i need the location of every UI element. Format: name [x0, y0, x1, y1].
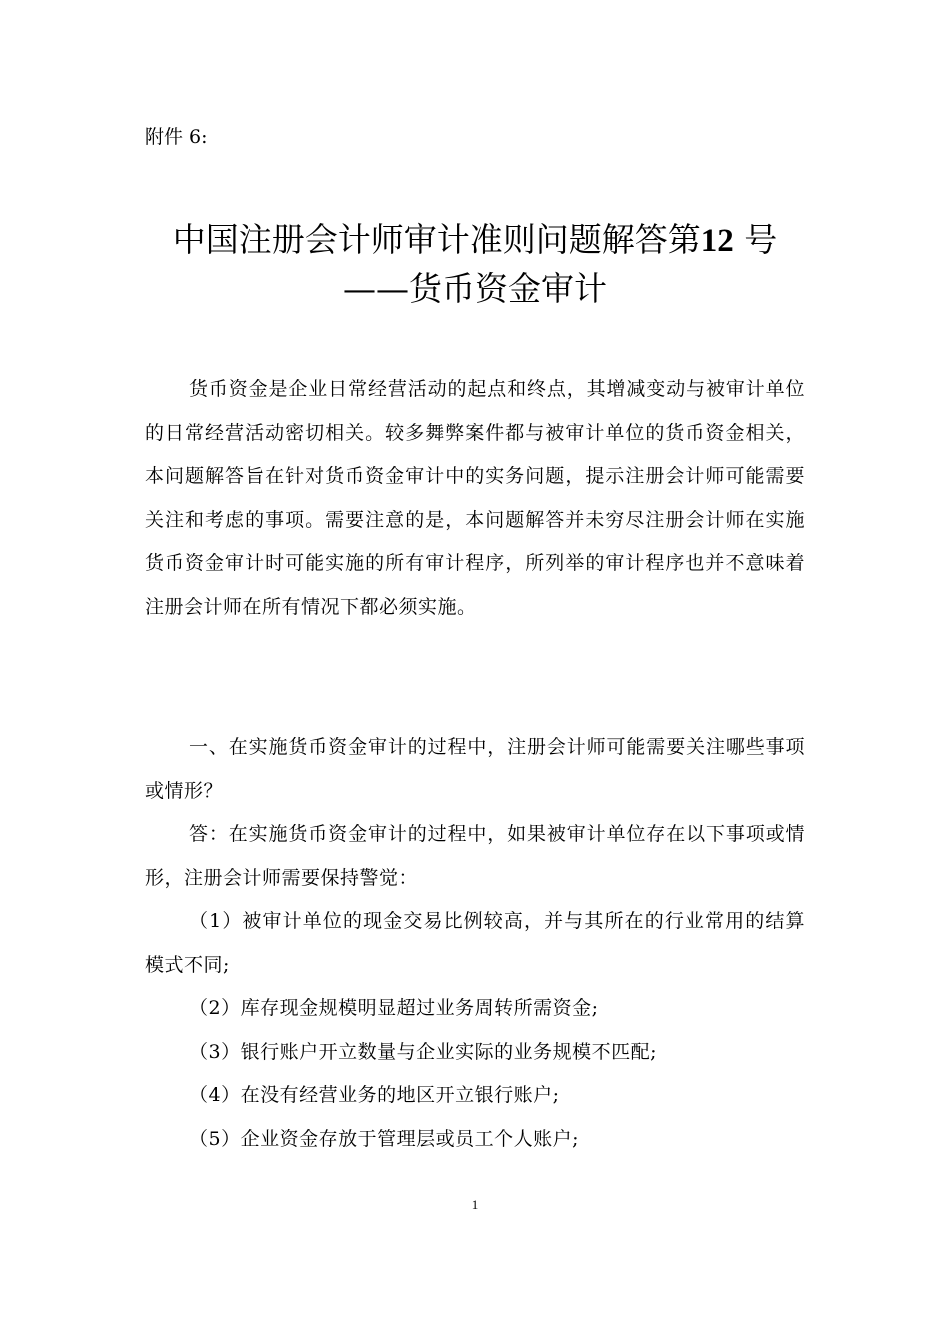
section-1-item-list: [145, 900, 805, 1161]
list-item: （5）企业资金存放于管理层或员工个人账户;: [189, 1127, 579, 1150]
section-1-answer: 答：在实施货币资金审计的过程中，如果被审计单位存在以下事项或情形，注册会计师需要保持警觉：: [145, 823, 805, 889]
list-item: （3）银行账户开立数量与企业实际的业务规模不匹配;: [189, 1040, 657, 1063]
intro-paragraph: 货币资金是企业日常经营活动的起点和终点，其增减变动与被审计单位的日常经营活动密切相关。较多舞弊案件都与被审计单位的货币资金相关，本问题解答旨在针对货币资金审计中的实务问题，提示注册会计师可能需要关注和考虑的事项。需要注意的是，本问题解答并未穷尽注册会计师在实施货币资金审计时可能实施的所有审计程序，所列举的审计程序也并不意味着注册会计师在所有情况下都必须实施。: [145, 378, 805, 618]
list-item: （2）库存现金规模明显超过业务周转所需资金;: [189, 997, 599, 1019]
document-title-line-1: [100, 216, 850, 265]
list-item: （4）在没有经营业务的地区开立银行账户;: [189, 1084, 560, 1106]
attachment-label: 附件 6:: [145, 126, 208, 148]
title-prefix: 中国注册会计师审计准则问题解答第: [172, 220, 701, 259]
document-title-line-2: ——货币资金审计: [343, 269, 607, 308]
title-number: 12: [700, 223, 734, 259]
list-item: （1）被审计单位的现金交易比例较高，并与其所在的行业常用的结算模式不同;: [145, 910, 805, 976]
page-number: 1: [471, 1197, 479, 1212]
title-suffix: 号: [744, 220, 778, 259]
section-1-question: 一、在实施货币资金审计的过程中，注册会计师可能需要关注哪些事项或情形？: [145, 736, 805, 802]
